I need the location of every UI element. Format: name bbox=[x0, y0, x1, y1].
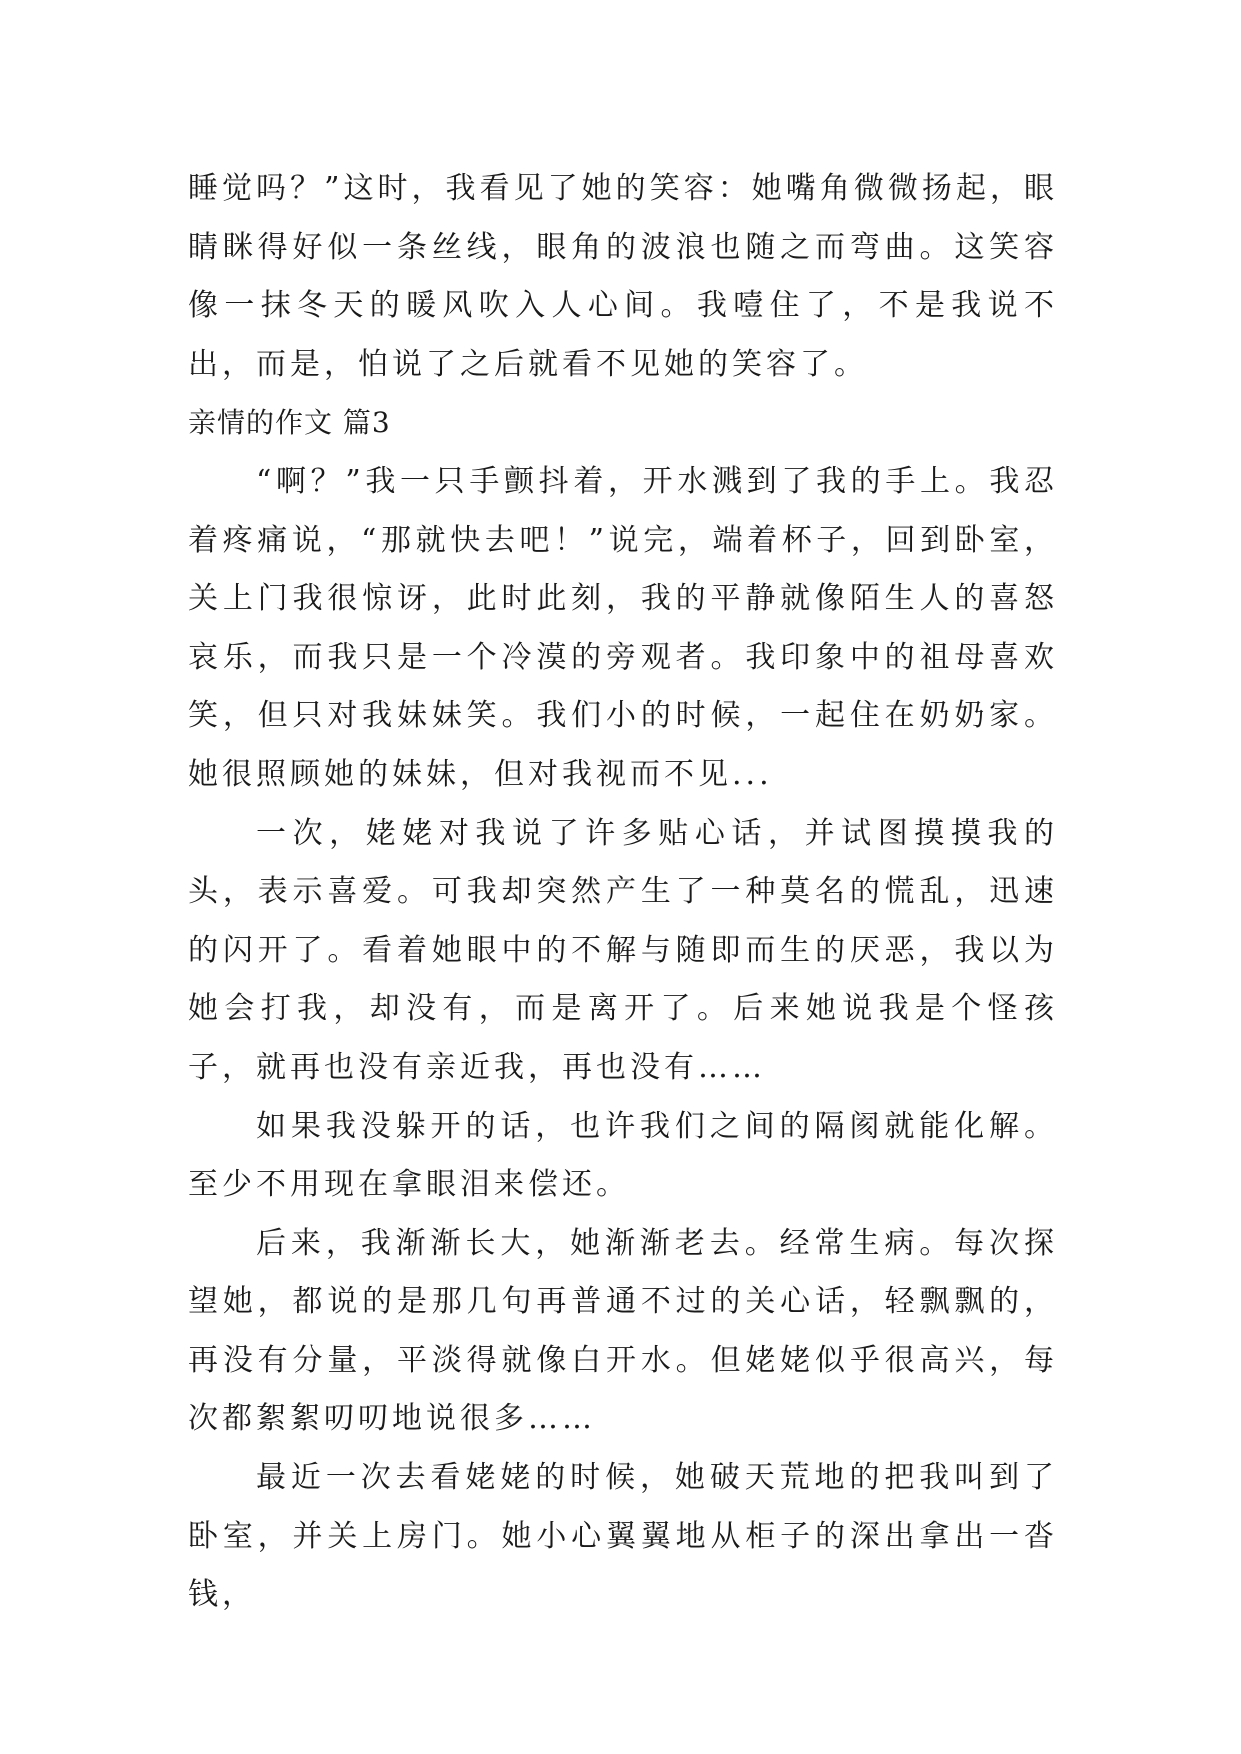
paragraph: 一次，姥姥对我说了许多贴心话，并试图摸摸我的头，表示喜爱。可我却突然产生了一种莫名的慌乱，迅速的闪开了。看着她眼中的不解与随即而生的厌恶，我以为她会打我，却没有，而是离开了。后来她说我是个怪孩子，就再也没有亲近我，再也没有…… bbox=[188, 815, 1058, 1085]
intro-paragraph: 睡觉吗？”这时，我看见了她的笑容：她嘴角微微扬起，眼睛眯得好似一条丝线，眼角的波浪也随之而弯曲。这笑容像一抹冬天的暖风吹入人心间。我噎住了，不是我说不出，而是，怕说了之后就看不见她的笑容了。 bbox=[188, 171, 1058, 382]
paragraph: 如果我没躲开的话，也许我们之间的隔阂就能化解。至少不用现在拿眼泪来偿还。 bbox=[188, 1108, 1058, 1203]
paragraph: 最近一次去看姥姥的时候，她破天荒地的把我叫到了卧室，并关上房门。她小心翼翼地从柜子的深出拿出一沓钱， bbox=[188, 1460, 1058, 1613]
paragraph: 后来，我渐渐长大，她渐渐老去。经常生病。每次探望她，都说的是那几句再普通不过的关心话，轻飘飘的，再没有分量，平淡得就像白开水。但姥姥似乎很高兴，每次都絮絮叨叨地说很多…… bbox=[188, 1225, 1058, 1437]
document-body bbox=[188, 160, 1058, 1625]
section-title: 亲情的作文 篇3 bbox=[188, 406, 391, 440]
paragraph: “啊？”我一只手颤抖着，开水溅到了我的手上。我忍着疼痛说，“那就快去吧！”说完，端着杯子，回到卧室，关上门我很惊讶，此时此刻，我的平静就像陌生人的喜怒哀乐，而我只是一个冷漠的旁观者。我印象中的祖母喜欢笑，但只对我妹妹笑。我们小的时候，一起住在奶奶家。她很照顾她的妹妹，但对我视而不见... bbox=[188, 463, 1058, 792]
